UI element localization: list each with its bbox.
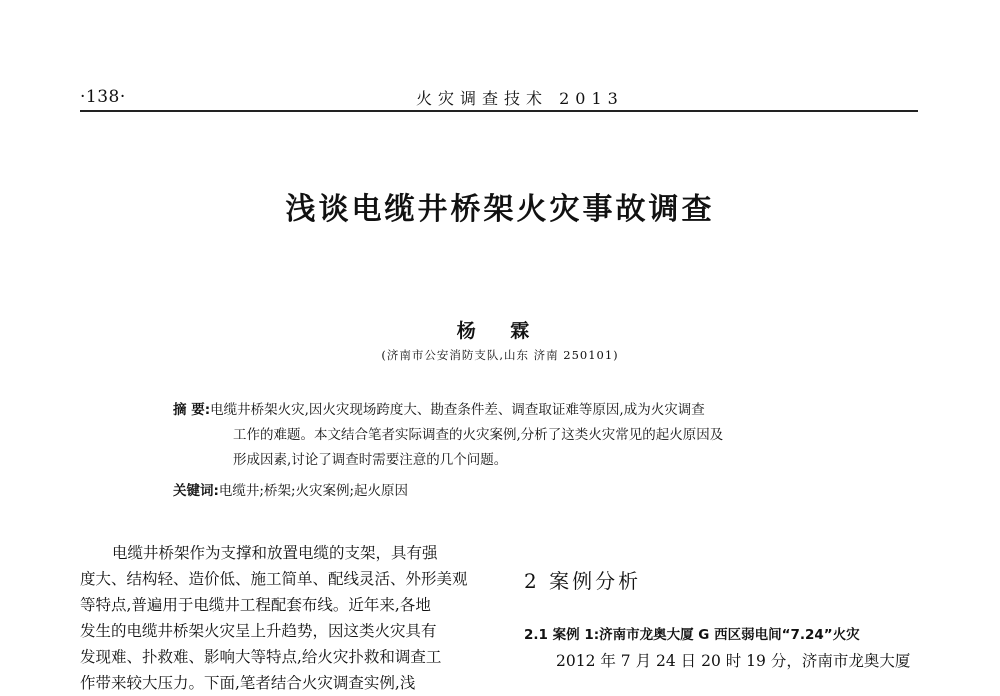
keywords-text: 电缆井;桥架;火灾案例;起火原因 xyxy=(218,483,409,499)
body-line: 等特点,普遍用于电缆井工程配套布线。近年来,各地 xyxy=(80,596,431,614)
abstract-line: 工作的难题。本文结合笔者实际调查的火灾案例,分析了这类火灾常见的起火原因及 xyxy=(233,427,724,443)
keywords-label: 关键词: xyxy=(173,483,219,499)
subsection-heading: 2.1 案例 1:济南市龙奥大厦 G 西区弱电间“7.24”火灾 xyxy=(524,627,860,643)
section-heading: 2 案例分析 xyxy=(524,569,642,593)
body-left-column xyxy=(80,540,492,696)
article-title: 浅谈电缆井桥架火灾事故调查 xyxy=(285,192,715,227)
header-rule xyxy=(80,110,918,112)
abstract-label: 摘 要: xyxy=(173,402,211,418)
body-right-column xyxy=(524,648,920,674)
keywords xyxy=(173,479,408,499)
abstract-line xyxy=(173,398,873,423)
body-line: 发现难、扑救难、影响大等特点,给火灾扑救和调查工 xyxy=(80,648,442,666)
abstract xyxy=(173,398,873,473)
author-affiliation: (济南市公安消防支队,山东 济南 250101) xyxy=(381,348,619,362)
body-line: 作带来较大压力。下面,笔者结合火灾调查实例,浅 xyxy=(80,674,416,692)
body-line: 发生的电缆井桥架火灾呈上升趋势，因这类火灾具有 xyxy=(80,622,437,640)
running-head-title: 火灾调查技术 2013 xyxy=(416,89,624,108)
author-name: 杨 霖 xyxy=(456,320,544,342)
abstract-line: 形成因素,讨论了调查时需要注意的几个问题。 xyxy=(233,452,508,468)
body-line: 2012 年 7 月 24 日 20 时 19 分，济南市龙奥大厦 xyxy=(556,652,911,670)
abstract-text: 电缆井桥架火灾,因火灾现场跨度大、勘查条件差、调查取证难等原因,成为火灾调查 xyxy=(210,402,705,418)
page-number: ·138· xyxy=(80,87,126,107)
body-line: 度大、结构轻、造价低、施工简单、配线灵活、外形美观 xyxy=(80,570,468,588)
body-line: 电缆井桥架作为支撑和放置电缆的支架，具有强 xyxy=(112,544,438,562)
